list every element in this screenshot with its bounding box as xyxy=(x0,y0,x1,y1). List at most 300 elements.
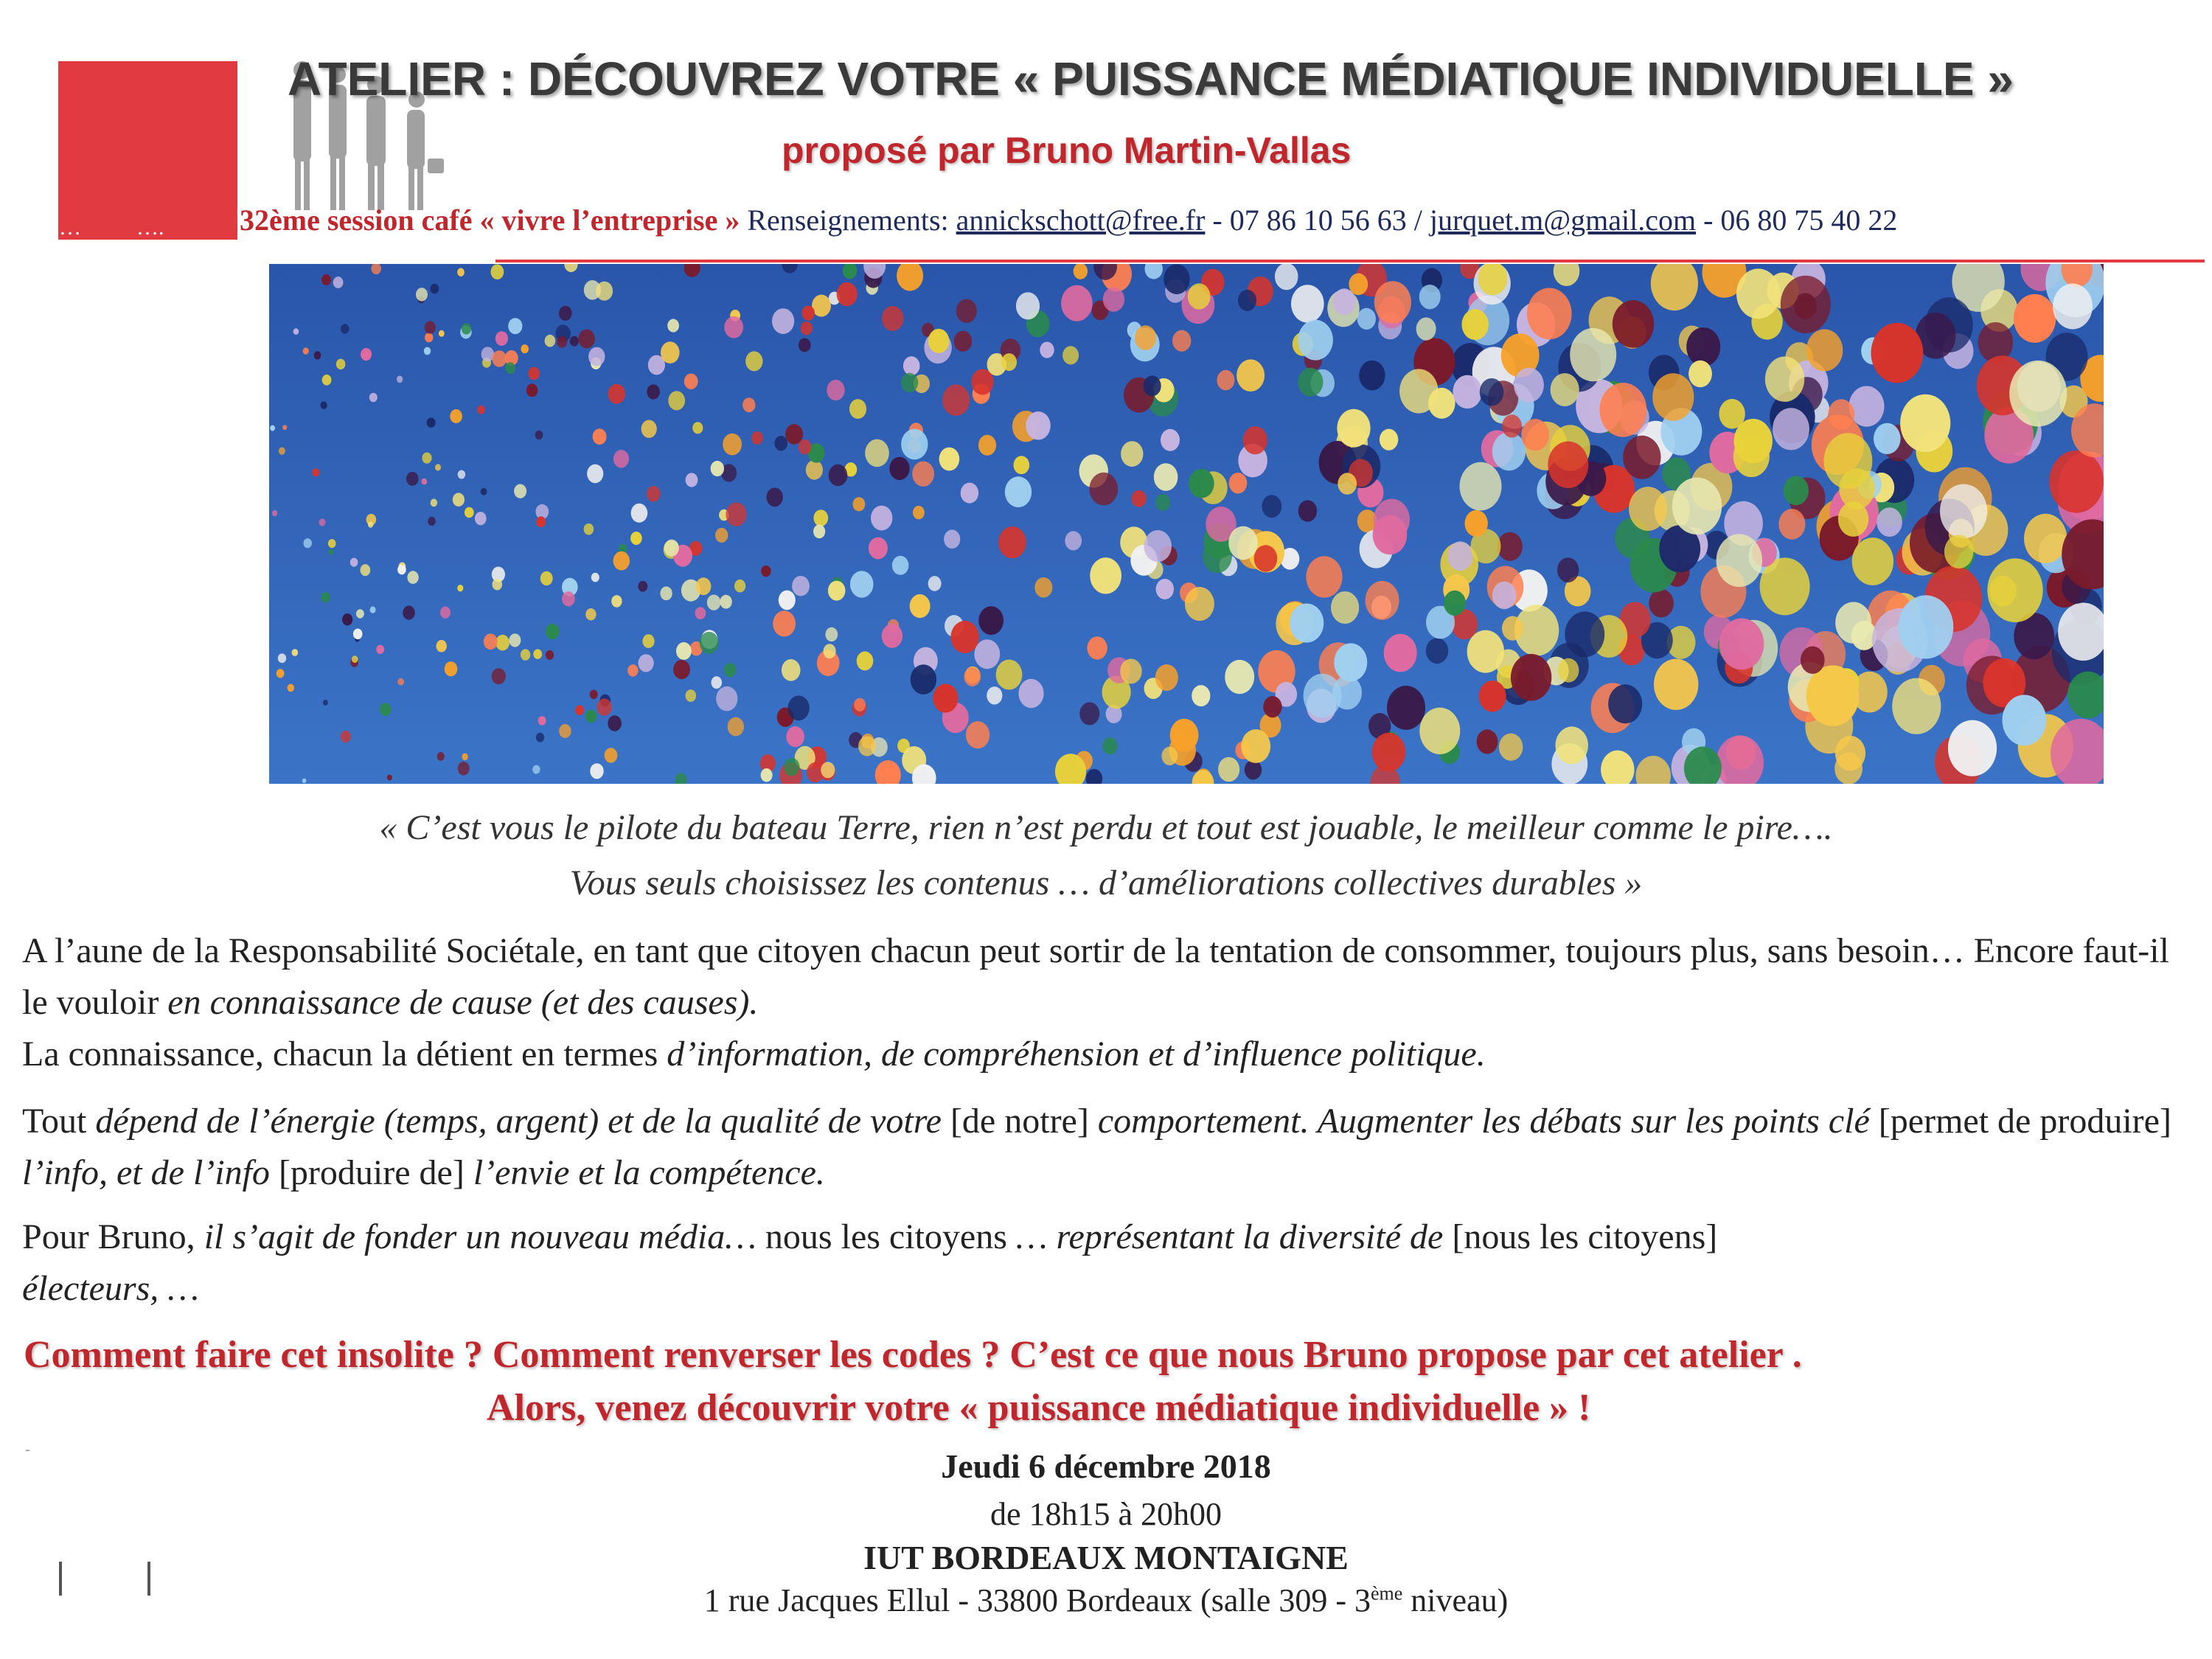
balloon-shape xyxy=(1090,557,1121,594)
balloon-shape xyxy=(1565,611,1604,657)
balloon-shape xyxy=(631,504,648,523)
balloon-shape xyxy=(711,461,724,476)
quote-line-1: « C’est vous le pilote du bateau Terre, rien n’est perdu et tout est jouable, le meilleur comme le pire…. xyxy=(379,808,1833,847)
balloon-shape xyxy=(641,420,657,438)
red-square-decoration xyxy=(58,61,237,240)
balloon-shape xyxy=(328,549,333,555)
balloon-shape xyxy=(352,655,358,663)
balloon-shape xyxy=(787,695,809,720)
balloon-shape xyxy=(996,660,1023,690)
balloon-shape xyxy=(425,333,433,342)
balloon-shape xyxy=(288,684,294,692)
balloon-shape xyxy=(882,306,904,331)
balloon-shape xyxy=(1871,323,1924,383)
balloon-shape xyxy=(1121,441,1143,467)
balloon-shape xyxy=(293,328,299,335)
balloon-shape xyxy=(445,661,458,676)
balloon-shape xyxy=(772,308,794,334)
balloon-shape xyxy=(813,524,825,538)
balloon-shape xyxy=(1217,370,1234,391)
balloon-shape xyxy=(956,299,977,323)
balloon-shape xyxy=(397,678,404,686)
balloon-shape xyxy=(1521,419,1549,451)
balloon-shape xyxy=(642,634,654,648)
balloon-shape xyxy=(481,488,487,495)
balloon-shape xyxy=(369,393,378,403)
address-superscript: ème xyxy=(1370,1582,1403,1604)
paragraph-text: [nous les citoyens] xyxy=(1443,1217,1718,1256)
balloon-shape xyxy=(536,733,544,742)
balloon-shape xyxy=(590,690,598,700)
balloon-shape xyxy=(1557,557,1579,582)
balloon-shape xyxy=(745,351,762,371)
balloon-shape xyxy=(1556,726,1588,764)
balloon-shape xyxy=(1005,476,1032,507)
balloon-shape xyxy=(427,417,436,428)
balloon-shape xyxy=(1892,678,1941,734)
balloon-shape xyxy=(1419,708,1460,754)
balloon-shape xyxy=(712,676,723,689)
balloon-shape xyxy=(742,397,755,412)
balloon-shape xyxy=(853,497,866,511)
balloon-shape xyxy=(933,684,958,712)
balloon-shape xyxy=(1374,499,1410,541)
balloon-shape xyxy=(686,473,698,487)
balloon-shape xyxy=(314,351,321,359)
balloon-shape xyxy=(439,330,445,337)
balloon-shape xyxy=(1228,526,1258,560)
balloon-shape xyxy=(825,627,838,641)
call-to-action-line-2: Alors, venez découvrir votre « puissance médiatique individuelle » ! xyxy=(487,1387,1591,1429)
balloon-shape xyxy=(1229,473,1248,493)
call-to-action-line-1: Comment faire cet insolite ? Comment renverser les codes ? C’est ce que nous Bruno propose par cet atelier . xyxy=(24,1334,1802,1376)
balloon-shape xyxy=(987,686,1002,704)
header-divider xyxy=(495,260,2205,262)
balloon-shape xyxy=(368,521,373,528)
balloon-shape xyxy=(557,336,567,348)
event-address xyxy=(0,1582,2212,1619)
balloon-shape xyxy=(627,664,638,677)
balloon-shape xyxy=(786,726,804,747)
event-place: IUT BORDEAUX MONTAIGNE xyxy=(863,1539,1349,1576)
balloon-shape xyxy=(1940,484,1987,539)
balloon-shape xyxy=(2049,451,2104,513)
balloon-shape xyxy=(1192,685,1210,706)
balloon-shape xyxy=(1419,285,1441,309)
balloon-shape xyxy=(2003,695,2047,745)
balloon-shape xyxy=(751,431,763,445)
balloon-shape xyxy=(1900,394,1950,452)
balloon-shape xyxy=(1874,423,1901,454)
balloon-shape xyxy=(1465,510,1488,537)
balloon-shape xyxy=(978,435,996,456)
balloon-shape xyxy=(493,579,503,591)
balloon-shape xyxy=(540,571,553,585)
info-label: Renseignements: xyxy=(747,204,949,237)
balloon-shape xyxy=(903,356,920,375)
balloon-shape xyxy=(1460,462,1502,511)
balloon-shape xyxy=(453,493,465,507)
paragraph-text: La connaissance, chacun la détient en termes xyxy=(22,1034,667,1074)
balloon-shape xyxy=(1502,414,1522,437)
balloon-shape xyxy=(1338,473,1357,495)
balloon-shape xyxy=(1835,736,1865,771)
balloon-shape xyxy=(638,581,647,592)
balloon-shape xyxy=(1806,330,1843,372)
balloon-shape xyxy=(1298,368,1323,397)
balloon-shape xyxy=(1426,638,1448,664)
balloon-shape xyxy=(1014,456,1030,474)
balloon-shape xyxy=(676,642,692,660)
paragraph-responsabilite xyxy=(22,925,2190,1080)
balloon-shape xyxy=(784,758,799,776)
balloon-shape xyxy=(974,639,1000,669)
balloon-shape xyxy=(585,608,596,620)
balloon-shape xyxy=(1040,342,1054,358)
balloon-shape xyxy=(1686,327,1720,366)
balloon-shape xyxy=(397,376,403,383)
balloon-shape xyxy=(1366,581,1399,620)
balloon-shape xyxy=(1374,281,1411,324)
balloon-shape xyxy=(1161,429,1180,451)
balloon-shape xyxy=(971,369,993,395)
balloon-shape xyxy=(492,350,507,367)
balloon-shape xyxy=(928,576,942,591)
balloon-shape xyxy=(647,486,661,502)
balloon-shape xyxy=(341,324,349,333)
balloon-shape xyxy=(978,606,1004,635)
paragraph-italic: l’envie et la compétence. xyxy=(473,1153,825,1192)
email-link-jurquet[interactable]: jurquet.m@gmail.com xyxy=(1429,204,1697,237)
balloon-shape xyxy=(2053,284,2093,330)
balloon-shape xyxy=(361,348,372,361)
balloon-shape xyxy=(1275,264,1298,290)
balloon-shape xyxy=(944,529,960,549)
balloon-shape xyxy=(1334,643,1367,681)
balloon-shape xyxy=(1461,309,1489,340)
balloon-shape xyxy=(734,580,745,593)
balloon-shape xyxy=(1241,729,1270,763)
balloon-shape xyxy=(1102,737,1117,754)
balloon-shape xyxy=(1062,346,1079,364)
balloon-shape xyxy=(724,316,743,338)
balloon-shape xyxy=(774,436,787,451)
balloon-shape xyxy=(660,586,672,600)
balloon-shape xyxy=(1948,720,1997,776)
balloon-shape xyxy=(1399,369,1438,413)
paragraph-energie xyxy=(22,1096,2190,1199)
balloon-shape xyxy=(532,765,540,774)
balloon-shape xyxy=(304,538,312,548)
balloon-shape xyxy=(792,576,810,596)
balloon-shape xyxy=(1245,760,1262,780)
balloon-shape xyxy=(1479,681,1506,712)
balloon-shape xyxy=(376,645,384,654)
balloon-shape xyxy=(1877,507,1902,537)
balloon-shape xyxy=(813,509,828,526)
balloon-shape xyxy=(1765,357,1804,402)
balloon-shape xyxy=(1132,490,1147,507)
balloon-shape xyxy=(801,321,813,335)
balloon-shape xyxy=(998,526,1026,558)
balloon-shape xyxy=(380,703,392,716)
balloon-shape xyxy=(892,556,909,575)
balloon-shape xyxy=(533,649,542,658)
balloon-shape xyxy=(428,517,436,526)
balloon-shape xyxy=(276,669,285,678)
balloon-shape xyxy=(475,512,487,525)
balloon-shape xyxy=(799,338,811,352)
balloon-shape xyxy=(1672,478,1722,535)
balloon-shape xyxy=(1502,616,1523,641)
balloon-shape xyxy=(858,736,876,756)
balloon-shape xyxy=(1291,285,1324,322)
balloon-shape xyxy=(526,383,538,397)
balloon-shape xyxy=(1778,509,1805,540)
balloon-shape xyxy=(591,573,599,582)
balloon-shape xyxy=(854,698,866,712)
balloon-shape xyxy=(1608,684,1642,723)
balloon-shape xyxy=(673,660,690,679)
vertical-bar-mark xyxy=(59,1562,62,1596)
balloon-shape xyxy=(1120,658,1142,684)
balloon-shape xyxy=(270,425,275,431)
balloon-shape xyxy=(630,532,642,545)
page-subtitle: proposé par Bruno Martin-Vallas xyxy=(782,130,1352,171)
balloon-shape xyxy=(1359,361,1385,391)
balloon-shape xyxy=(321,592,330,602)
balloon-shape xyxy=(593,428,607,445)
balloon-shape xyxy=(882,624,902,648)
balloon-shape xyxy=(1089,473,1118,506)
balloon-shape xyxy=(495,635,509,651)
quote-line-2: Vous seuls choisissez les contenus … d’améliorations collectives durables » xyxy=(569,863,1643,902)
balloon-shape xyxy=(1203,539,1232,573)
balloon-shape xyxy=(726,502,746,526)
balloon-shape xyxy=(1172,330,1191,352)
balloon-shape xyxy=(1225,660,1254,694)
balloon-shape xyxy=(828,581,846,601)
balloon-shape xyxy=(1801,647,1825,674)
balloon-shape xyxy=(425,321,436,333)
paragraph-text: [permet de produire] xyxy=(1869,1102,2171,1141)
balloon-shape xyxy=(1380,429,1398,451)
balloon-shape xyxy=(435,464,441,470)
email-link-annick[interactable]: annickschott@free.fr xyxy=(956,204,1206,237)
balloon-shape xyxy=(529,367,540,380)
balloon-shape xyxy=(333,276,344,288)
balloon-shape xyxy=(871,506,892,531)
balloon-shape xyxy=(559,306,572,321)
balloon-shape xyxy=(1290,604,1324,643)
paragraph-italic: dépend de l’énergie (temps, argent) et de la qualité de votre xyxy=(95,1102,942,1141)
balloon-shape xyxy=(350,558,358,567)
balloon-shape xyxy=(910,594,931,618)
balloon-shape xyxy=(2024,514,2067,563)
balloon-shape xyxy=(279,448,285,455)
balloon-shape xyxy=(477,406,484,414)
balloon-shape xyxy=(966,721,990,748)
balloon-shape xyxy=(484,633,498,650)
balloon-shape xyxy=(341,731,351,742)
balloons-image xyxy=(269,264,2104,784)
balloon-shape xyxy=(901,373,918,393)
paragraph-italic: électeurs, … xyxy=(22,1269,199,1308)
balloon-shape xyxy=(1079,702,1099,725)
balloon-shape xyxy=(1188,283,1211,309)
balloon-shape xyxy=(397,565,406,574)
balloons-photo xyxy=(269,264,2104,784)
paragraph-italic: en connaissance de cause (et des causes). xyxy=(167,983,759,1022)
balloon-shape xyxy=(465,507,474,518)
paragraph-text: A l’aune de la Responsabilité Sociétale, en tant que citoyen chacun peut sortir de la tentation de consommer, toujours plus, sans besoin… Encore faut-il le vouloir xyxy=(22,931,2169,1022)
balloon-shape xyxy=(1372,733,1406,772)
balloon-shape xyxy=(431,498,437,507)
balloon-shape xyxy=(313,468,320,476)
balloon-shape xyxy=(1824,433,1873,489)
balloon-shape xyxy=(695,607,706,619)
balloon-shape xyxy=(608,715,622,731)
balloon-shape xyxy=(1784,476,1809,506)
balloon-shape xyxy=(964,667,981,686)
balloon-shape xyxy=(437,752,445,761)
balloon-shape xyxy=(1218,757,1239,782)
balloon-shape xyxy=(1238,290,1256,311)
page-title: ATELIER : DÉCOUVREZ VOTRE « PUISSANCE MÉDIATIQUE INDIVIDUELLE » xyxy=(288,52,2014,105)
balloon-shape xyxy=(535,431,543,439)
balloon-shape xyxy=(1558,658,1579,683)
balloon-shape xyxy=(492,668,506,684)
session-label: 32ème session café « vivre l’entreprise » xyxy=(240,204,740,237)
balloon-shape xyxy=(272,510,277,516)
balloon-shape xyxy=(821,762,835,778)
balloon-shape xyxy=(319,518,326,526)
balloon-shape xyxy=(613,450,629,467)
balloon-shape xyxy=(1185,587,1214,621)
vertical-bar-mark xyxy=(147,1562,150,1596)
balloon-shape xyxy=(437,640,447,653)
balloon-shape xyxy=(1987,558,2042,622)
balloon-shape xyxy=(1654,659,1698,710)
balloon-shape xyxy=(901,429,928,460)
balloon-shape xyxy=(1649,589,1674,618)
balloon-shape xyxy=(1155,494,1170,511)
balloon-shape xyxy=(321,401,327,409)
balloon-shape xyxy=(462,323,471,334)
balloon-shape xyxy=(1806,665,1860,726)
balloon-shape xyxy=(724,663,737,677)
balloon-shape xyxy=(536,516,546,527)
balloon-shape xyxy=(407,571,418,584)
balloon-shape xyxy=(1477,729,1498,754)
balloon-shape xyxy=(1719,619,1764,670)
balloon-shape xyxy=(562,591,575,606)
paragraph-text: [produire de] xyxy=(269,1153,473,1192)
balloon-shape xyxy=(715,528,728,543)
balloon-shape xyxy=(302,779,307,783)
balloon-shape xyxy=(799,439,812,455)
balloon-shape xyxy=(1349,274,1368,296)
balloon-shape xyxy=(1155,664,1178,691)
balloon-shape xyxy=(939,448,960,471)
balloon-shape xyxy=(728,717,744,737)
balloon-shape xyxy=(323,700,328,706)
balloon-shape xyxy=(521,344,529,353)
balloon-shape xyxy=(361,564,371,576)
balloon-shape xyxy=(761,566,771,577)
balloon-shape xyxy=(1852,538,1893,585)
small-dash-mark: - xyxy=(25,1441,30,1458)
balloon-shape xyxy=(684,374,698,390)
address-text: niveau) xyxy=(1402,1582,1509,1618)
balloon-shape xyxy=(278,653,286,663)
balloon-shape xyxy=(1144,530,1172,562)
balloon-shape xyxy=(720,595,731,609)
balloon-shape xyxy=(1492,582,1517,610)
paragraph-text: [de notre] xyxy=(941,1102,1098,1141)
balloon-shape xyxy=(1629,487,1667,531)
balloon-shape xyxy=(495,331,508,346)
balloon-shape xyxy=(1511,654,1551,701)
balloon-shape xyxy=(282,425,287,430)
balloon-shape xyxy=(1480,378,1504,406)
balloon-shape xyxy=(450,409,462,423)
balloon-shape xyxy=(647,384,660,399)
balloon-shape xyxy=(1387,686,1425,730)
balloon-shape xyxy=(1492,432,1526,470)
balloon-shape xyxy=(1838,501,1868,537)
balloon-shape xyxy=(559,724,571,738)
balloon-shape xyxy=(1652,373,1694,421)
balloon-shape xyxy=(1849,386,1885,427)
balloon-shape xyxy=(424,347,431,355)
balloon-shape xyxy=(590,763,603,779)
balloon-shape xyxy=(356,609,364,618)
balloon-shape xyxy=(387,775,392,781)
balloon-shape xyxy=(865,439,889,467)
balloon-shape xyxy=(2014,294,2056,343)
event-date: Jeudi 6 décembre 2018 xyxy=(941,1447,1271,1485)
paragraph-italic: d’information, de compréhension et d’influence politique. xyxy=(667,1034,1486,1074)
address-text: 1 rue Jacques Ellul - 33800 Bordeaux (salle 309 - 3 xyxy=(703,1582,1371,1618)
paragraph-text: Tout xyxy=(22,1102,96,1141)
balloon-shape xyxy=(1453,375,1481,408)
balloon-shape xyxy=(1237,359,1265,392)
balloon-shape xyxy=(1688,361,1712,388)
balloon-shape xyxy=(303,347,309,354)
balloon-shape xyxy=(457,268,465,276)
paragraph-italic: comportement. Augmenter les débats sur les points clé xyxy=(1097,1102,1870,1141)
balloon-shape xyxy=(1331,591,1359,624)
balloon-shape xyxy=(1781,276,1831,333)
balloon-shape xyxy=(611,595,622,608)
balloon-shape xyxy=(942,384,970,416)
balloon-shape xyxy=(1034,577,1052,598)
balloon-shape xyxy=(336,359,346,370)
balloon-shape xyxy=(508,318,522,334)
balloon-shape xyxy=(1599,383,1646,437)
balloon-shape xyxy=(950,621,978,653)
balloon-shape xyxy=(416,288,428,301)
balloon-shape xyxy=(1262,495,1281,518)
balloon-shape xyxy=(403,605,415,619)
paragraph-italic: … représentant la diversité de xyxy=(1015,1217,1444,1256)
paragraph-text: nous les citoyens xyxy=(756,1217,1016,1256)
balloon-shape xyxy=(585,710,597,723)
balloon-shape xyxy=(575,705,584,715)
balloon-shape xyxy=(1416,318,1436,341)
balloon-shape xyxy=(1103,287,1124,311)
